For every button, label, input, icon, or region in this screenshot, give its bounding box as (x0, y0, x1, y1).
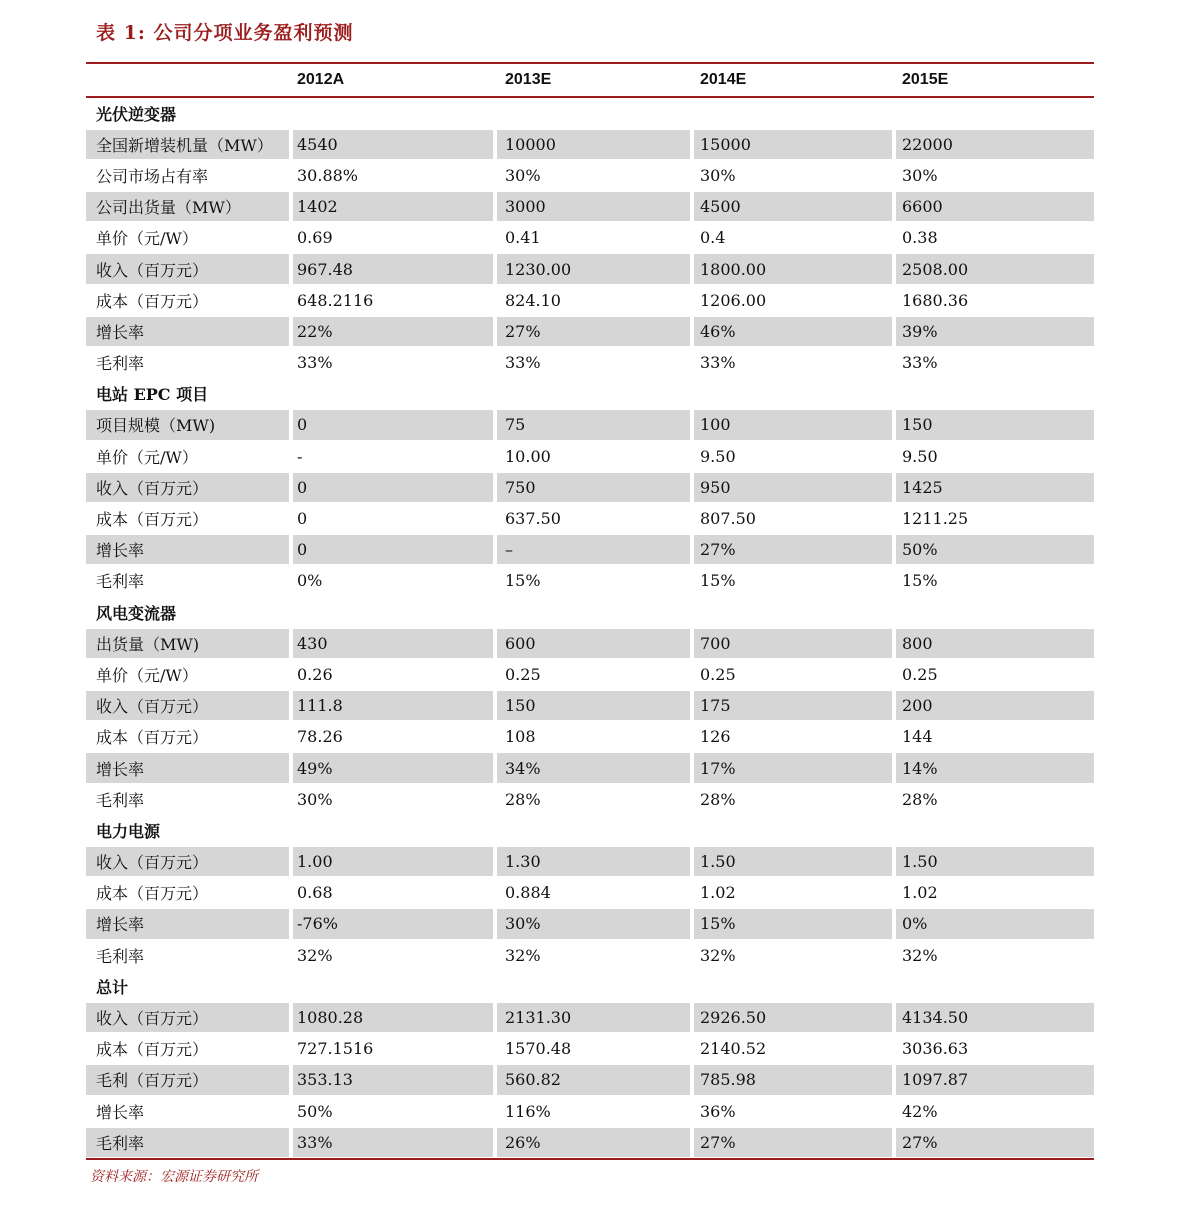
table-cell: 10.00 (505, 446, 551, 466)
table-cell: 4540 (297, 134, 338, 154)
table-cell: 144 (902, 727, 933, 747)
section-label: 光伏逆变器 (96, 104, 177, 124)
table-row (86, 129, 1094, 160)
cell-shading (293, 473, 493, 502)
table-cell: 28% (902, 789, 938, 809)
table-cell: 800 (902, 633, 933, 653)
table-cell: 2926.50 (700, 1008, 767, 1028)
profit-forecast-table (86, 62, 1094, 1160)
table-cell: 0% (297, 571, 323, 591)
table-cell: 30.88% (297, 165, 359, 185)
cell-shading (497, 410, 690, 439)
section-label: 风电变流器 (96, 603, 177, 623)
table-cell: 353.13 (297, 1070, 353, 1090)
table-row (86, 1064, 1094, 1095)
table-cell: 1.02 (902, 883, 938, 903)
row-label: 公司出货量（MW） (96, 198, 241, 218)
table-cell: 30% (902, 165, 938, 185)
table-cell: 150 (902, 415, 933, 435)
table-cell: 560.82 (505, 1070, 561, 1090)
table-cell: 36% (700, 1101, 736, 1121)
row-label: 单价（元/W） (96, 447, 198, 467)
table-row (86, 940, 1094, 971)
table-row (86, 1096, 1094, 1127)
table-cell: 33% (902, 353, 938, 373)
table-cell: 32% (297, 945, 333, 965)
table-cell: 1425 (902, 477, 943, 497)
table-row (86, 721, 1094, 752)
table-row (86, 752, 1094, 783)
table-cell: 27% (700, 1132, 736, 1152)
table-cell: 0.4 (700, 228, 726, 248)
table-row (86, 285, 1094, 316)
table-cell: 648.2116 (297, 290, 374, 310)
row-label: 收入（百万元） (96, 697, 209, 717)
table-cell: 0 (297, 415, 308, 435)
table-cell: 33% (700, 353, 736, 373)
table-row (86, 253, 1094, 284)
table-cell: 78.26 (297, 727, 343, 747)
table-cell: 2140.52 (700, 1039, 767, 1059)
row-label: 增长率 (96, 915, 145, 935)
row-label: 收入（百万元） (96, 1009, 209, 1029)
table-cell: 111.8 (297, 696, 343, 716)
table-row (86, 472, 1094, 503)
table-cell: 100 (700, 415, 731, 435)
header-cell-2015e: 2015E (902, 70, 949, 88)
table-row (86, 222, 1094, 253)
header-cell-2012a: 2012A (297, 70, 345, 88)
table-cell: 1211.25 (902, 509, 969, 529)
table-row (86, 877, 1094, 908)
table-cell: 824.10 (505, 290, 561, 310)
table-cell: 30% (297, 789, 333, 809)
table-cell: 0 (297, 540, 308, 560)
table-cell: 1570.48 (505, 1039, 572, 1059)
table-cell: 15% (700, 571, 736, 591)
table-cell: 6600 (902, 197, 943, 217)
table-cell: 27% (505, 321, 541, 341)
table-cell: 0.69 (297, 228, 333, 248)
table-cell: 1680.36 (902, 290, 969, 310)
table-cell: 1.02 (700, 883, 736, 903)
table-cell: 4134.50 (902, 1008, 969, 1028)
table-row (86, 191, 1094, 222)
table-cell: 15% (902, 571, 938, 591)
table-cell: 0.25 (505, 664, 541, 684)
table-cell: 22000 (902, 134, 953, 154)
cell-shading (497, 535, 690, 564)
table-cell: 75 (505, 415, 526, 435)
table-cell: 700 (700, 633, 731, 653)
table-row (86, 1127, 1094, 1158)
table-cell: 49% (297, 758, 333, 778)
table-cell: 1080.28 (297, 1008, 364, 1028)
table-cell: – (505, 540, 513, 560)
table-cell: 1.50 (700, 852, 736, 872)
cell-shading (293, 410, 493, 439)
row-label: 项目规模（MW) (96, 416, 216, 436)
table-header-row (86, 64, 1094, 98)
table-row (86, 628, 1094, 659)
table-cell: 2508.00 (902, 259, 969, 279)
table-cell: 108 (505, 727, 536, 747)
table-cell: 967.48 (297, 259, 353, 279)
table-cell: 9.50 (700, 446, 736, 466)
table-cell: 785.98 (700, 1070, 756, 1090)
table-cell: 30% (505, 165, 541, 185)
table-cell: 1.50 (902, 852, 938, 872)
table-cell: 727.1516 (297, 1039, 374, 1059)
table-cell: 175 (700, 696, 731, 716)
row-label: 增长率 (96, 759, 145, 779)
section-label: 电站 EPC 项目 (96, 385, 209, 405)
table-cell: 950 (700, 477, 731, 497)
table-row (86, 690, 1094, 721)
table-bottom-rule (86, 1158, 1094, 1160)
table-cell: 116% (505, 1101, 551, 1121)
table-row (86, 659, 1094, 690)
cell-shading (293, 535, 493, 564)
table-title: 表 1: 公司分项业务盈利预测 (96, 22, 354, 44)
row-label: 毛利率 (96, 354, 145, 374)
table-cell: 750 (505, 477, 536, 497)
table-cell: 0 (297, 477, 308, 497)
table-row (86, 1033, 1094, 1064)
table-cell: 0.25 (700, 664, 736, 684)
table-cell: 50% (902, 540, 938, 560)
table-cell: 0.68 (297, 883, 333, 903)
table-row (86, 565, 1094, 596)
table-cell: 50% (297, 1101, 333, 1121)
row-label: 毛利率 (96, 572, 145, 592)
header-cell-2014e: 2014E (700, 70, 747, 88)
table-row (86, 316, 1094, 347)
table-cell: 42% (902, 1101, 938, 1121)
section-label: 电力电源 (96, 821, 161, 841)
table-row (86, 503, 1094, 534)
row-label: 公司市场占有率 (96, 166, 209, 186)
row-label: 成本（百万元） (96, 884, 209, 904)
table-cell: 17% (700, 758, 736, 778)
row-label: 全国新增装机量（MW） (96, 135, 273, 155)
table-cell: 1097.87 (902, 1070, 969, 1090)
row-label: 成本（百万元） (96, 728, 209, 748)
section-row (86, 971, 1094, 1002)
row-label: 毛利率 (96, 946, 145, 966)
table-cell: 27% (700, 540, 736, 560)
header-cell-2013e: 2013E (505, 70, 552, 88)
table-cell: 1800.00 (700, 259, 767, 279)
row-label: 出货量（MW) (96, 634, 200, 654)
row-label: 毛利率 (96, 1133, 145, 1153)
table-row (86, 160, 1094, 191)
table-cell: 0.26 (297, 664, 333, 684)
row-label: 毛利率 (96, 790, 145, 810)
table-cell: 637.50 (505, 509, 561, 529)
table-cell: 32% (902, 945, 938, 965)
section-label: 总计 (96, 977, 129, 997)
table-cell: 33% (297, 1132, 333, 1152)
table-cell: 1230.00 (505, 259, 572, 279)
row-label: 增长率 (96, 322, 145, 342)
table-cell: 30% (505, 914, 541, 934)
row-label: 增长率 (96, 1102, 145, 1122)
table-cell: 0.25 (902, 664, 938, 684)
section-row (86, 378, 1094, 409)
table-cell: 14% (902, 758, 938, 778)
table-row (86, 409, 1094, 440)
row-label: 成本（百万元） (96, 1040, 209, 1060)
table-cell: 39% (902, 321, 938, 341)
table-cell: 33% (297, 353, 333, 373)
table-row (86, 347, 1094, 378)
table-cell: 0 (297, 509, 308, 529)
table-cell: 32% (700, 945, 736, 965)
row-label: 收入（百万元） (96, 478, 209, 498)
row-label: 毛利（百万元） (96, 1071, 209, 1091)
table-cell: 33% (505, 353, 541, 373)
table-cell: 30% (700, 165, 736, 185)
table-cell: 15% (700, 914, 736, 934)
table-body (86, 98, 1094, 1158)
table-row (86, 534, 1094, 565)
table-cell: 46% (700, 321, 736, 341)
table-cell: 26% (505, 1132, 541, 1152)
table-cell: 3000 (505, 197, 546, 217)
table-row (86, 846, 1094, 877)
row-label: 增长率 (96, 541, 145, 561)
table-cell: 27% (902, 1132, 938, 1152)
row-label: 收入（百万元） (96, 853, 209, 873)
row-label: 单价（元/W） (96, 665, 198, 685)
table-cell: 34% (505, 758, 541, 778)
table-row (86, 908, 1094, 939)
table-cell: 15000 (700, 134, 751, 154)
table-row (86, 784, 1094, 815)
table-cell: 1.30 (505, 852, 541, 872)
table-cell: 28% (700, 789, 736, 809)
row-label: 单价（元/W） (96, 229, 198, 249)
row-label: 收入（百万元） (96, 260, 209, 280)
table-cell: 600 (505, 633, 536, 653)
table-cell: 9.50 (902, 446, 938, 466)
table-cell: 28% (505, 789, 541, 809)
table-cell: 10000 (505, 134, 556, 154)
table-cell: 0.41 (505, 228, 541, 248)
table-cell: 0% (902, 914, 928, 934)
section-row (86, 597, 1094, 628)
table-cell: - (297, 446, 303, 466)
table-cell: 22% (297, 321, 333, 341)
table-cell: 4500 (700, 197, 741, 217)
table-cell: 430 (297, 633, 328, 653)
section-row (86, 815, 1094, 846)
table-cell: 3036.63 (902, 1039, 969, 1059)
source-note: 资料来源：宏源证券研究所 (90, 1169, 258, 1185)
table-row (86, 441, 1094, 472)
table-cell: -76% (297, 914, 338, 934)
table-cell: 2131.30 (505, 1008, 572, 1028)
table-cell: 32% (505, 945, 541, 965)
table-cell: 126 (700, 727, 731, 747)
table-cell: 1402 (297, 197, 338, 217)
table-cell: 1206.00 (700, 290, 767, 310)
row-label: 成本（百万元） (96, 510, 209, 530)
section-row (86, 98, 1094, 129)
table-row (86, 1002, 1094, 1033)
table-cell: 150 (505, 696, 536, 716)
table-cell: 0.884 (505, 883, 551, 903)
row-label: 成本（百万元） (96, 291, 209, 311)
table-cell: 807.50 (700, 509, 756, 529)
table-cell: 0.38 (902, 228, 938, 248)
table-cell: 1.00 (297, 852, 333, 872)
table-cell: 15% (505, 571, 541, 591)
table-cell: 200 (902, 696, 933, 716)
